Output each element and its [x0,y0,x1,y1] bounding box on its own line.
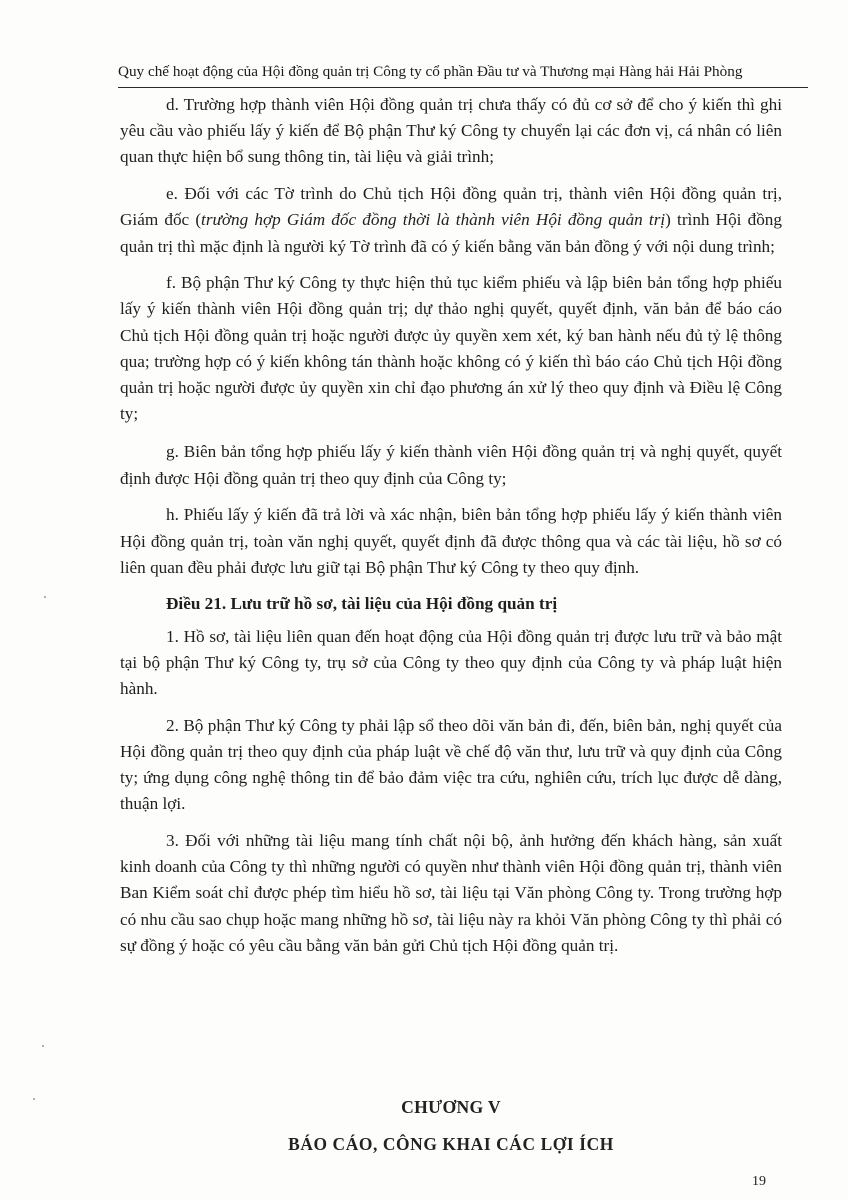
paragraph-e-text-start: e. Đối với các Tờ trình do Chủ tịch Hội đồng quản trị, thành viên Hội đồng quản trị, Giám đốc ( [120,184,782,230]
paragraph-e-text-end: ) trình Hội đồng quản trị thì mặc định là người ký Tờ trình đã có ý kiến bằng văn bản đồng ý với nội dung trình; [120,210,782,256]
paragraph-f: f. Bộ phận Thư ký Công ty thực hiện thủ tục kiểm phiếu và lập biên bản tổng hợp phiếu lấy ý kiến thành viên Hội đồng quản trị; dự thảo nghị quyết, quyết định, văn bản để báo cáo Chủ tịch Hội đồng quản trị hoặc người được ủy quyền xem xét, ký ban hành nếu đủ tỷ lệ thông qua; trường hợp có ý kiến không tán thành hoặc không có ý kiến thì báo cáo Chủ tịch Hội đồng quản trị hoặc người được ủy quyền xin chỉ đạo phương án xử lý theo quy định và Điều lệ Công ty; [120,273,782,424]
paragraph-h: h. Phiếu lấy ý kiến đã trả lời và xác nhận, biên bản tổng hợp phiếu lấy ý kiến thành viên Hội đồng quản trị, toàn văn nghị quyết, quyết định đã được thông qua và các tài liệu, hồ sơ có liên quan đều phải được lưu giữ tại Bộ phận Thư ký Công ty theo quy định. [120,505,782,577]
article-21-heading: Điều 21. Lưu trữ hồ sơ, tài liệu của Hội đồng quản trị [166,594,558,614]
article-21-clause-2: 2. Bộ phận Thư ký Công ty phải lập sổ theo dõi văn bản đi, đến, biên bản, nghị quyết của Hội đồng quản trị theo quy định của pháp luật về chế độ văn thư, lưu trữ và quy định của Công ty; ứng dụng công nghệ thông tin để bảo đảm việc tra cứu, nghiên cứu, trích lục được dễ dàng, thuận lợi. [120,715,782,814]
scan-speck [42,1045,44,1047]
body-text [120,92,782,970]
header-divider [118,87,808,88]
paragraph-g: g. Biên bản tổng hợp phiếu lấy ý kiến thành viên Hội đồng quản trị và nghị quyết, quyết định được Hội đồng quản trị theo quy định của Công ty; [120,442,782,488]
paragraph-e [120,181,782,260]
chapter-title: BÁO CÁO, CÔNG KHAI CÁC LỢI ÍCH [288,1134,614,1154]
scan-speck [44,596,46,598]
page-number: 19 [752,1174,766,1189]
chapter-number: CHƯƠNG V [401,1097,501,1117]
scan-speck [33,1098,35,1100]
running-header: Quy chế hoạt động của Hội đồng quản trị Công ty cổ phần Đầu tư và Thương mại Hàng hải Hải Phòng [118,63,743,80]
article-21-clause-1: 1. Hồ sơ, tài liệu liên quan đến hoạt động của Hội đồng quản trị được lưu trữ và bảo mật tại bộ phận Thư ký Công ty, trụ sở của Công ty theo quy định của Công ty và pháp luật hiện hành. [120,626,782,699]
paragraph-d: d. Trường hợp thành viên Hội đồng quản trị chưa thấy có đủ cơ sở để cho ý kiến thì ghi yêu cầu vào phiếu lấy ý kiến để Bộ phận Thư ký Công ty chuyển lại các đơn vị, cá nhân có liên quan thực hiện bổ sung thông tin, tài liệu và giải trình; [120,95,782,167]
article-21-clause-3: 3. Đối với những tài liệu mang tính chất nội bộ, ảnh hưởng đến khách hàng, sản xuất kinh doanh của Công ty thì những người có quyền như thành viên Hội đồng quản trị, thành viên Ban Kiểm soát chỉ được phép tìm hiểu hồ sơ, tài liệu tại Văn phòng Công ty. Trong trường hợp có nhu cầu sao chụp hoặc mang những hồ sơ, tài liệu này ra khỏi Văn phòng Công ty thì phải có sự đồng ý hoặc có yêu cầu bằng văn bản gửi Chủ tịch Hội đồng quản trị. [120,831,782,955]
paragraph-e-italic-note: trường hợp Giám đốc đồng thời là thành viên Hội đồng quản trị [201,210,666,230]
